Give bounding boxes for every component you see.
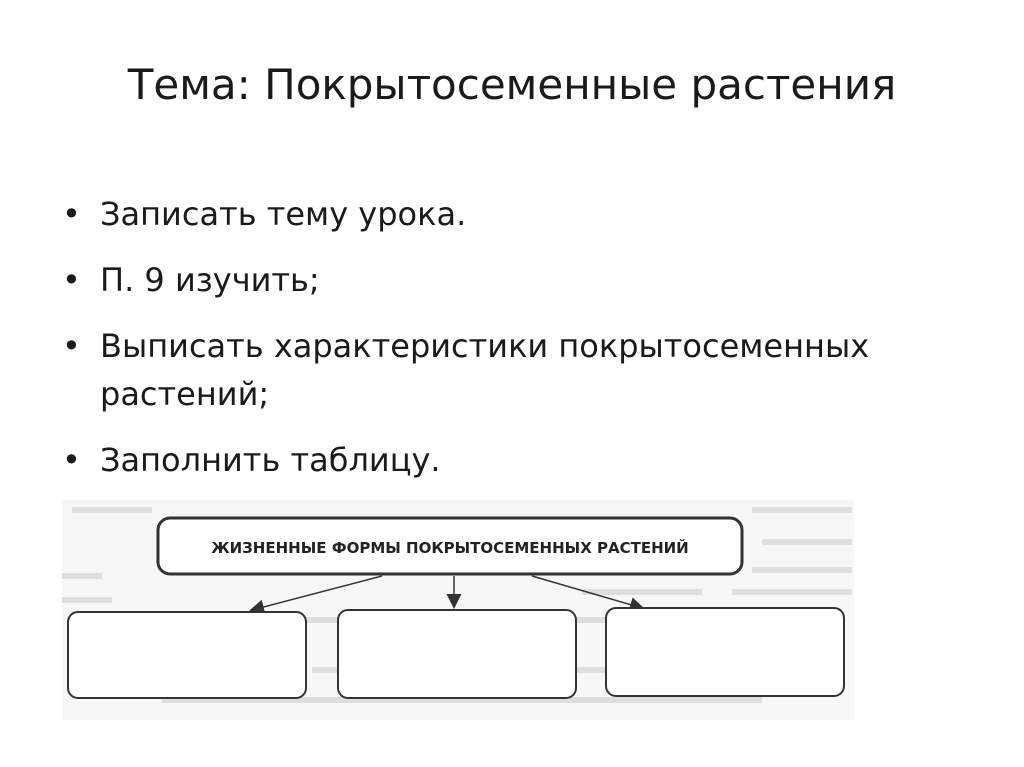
bullet-dot: •	[62, 327, 81, 365]
bullet-item-paragraph	[62, 256, 962, 304]
bullet-text: П. 9 изучить;	[100, 261, 320, 299]
answer-box-right[interactable]	[606, 608, 844, 696]
bullet-text: Заполнить таблицу.	[100, 441, 441, 479]
bullet-item-topic	[62, 190, 962, 238]
arrow-left	[252, 576, 382, 610]
answer-box-middle[interactable]	[338, 610, 576, 698]
bullet-text: Выписать характеристики покрытосеменных растений;	[100, 327, 870, 413]
bullet-list	[62, 190, 962, 502]
diagram-svg	[62, 500, 854, 720]
bullet-item-characteristics	[62, 322, 962, 418]
bullet-text: Записать тему урока.	[100, 195, 467, 233]
answer-box-left[interactable]	[68, 612, 306, 698]
arrow-right	[532, 576, 642, 608]
scanned-diagram	[62, 500, 854, 720]
bullet-item-table	[62, 436, 962, 484]
bullet-dot: •	[62, 195, 81, 233]
bullet-dot: •	[62, 441, 81, 479]
bullet-dot: •	[62, 261, 81, 299]
slide-title: Тема: Покрытосеменные растения	[127, 60, 897, 109]
diagram-header-text: ЖИЗНЕННЫЕ ФОРМЫ ПОКРЫТОСЕМЕННЫХ РАСТЕНИЙ	[211, 539, 689, 557]
